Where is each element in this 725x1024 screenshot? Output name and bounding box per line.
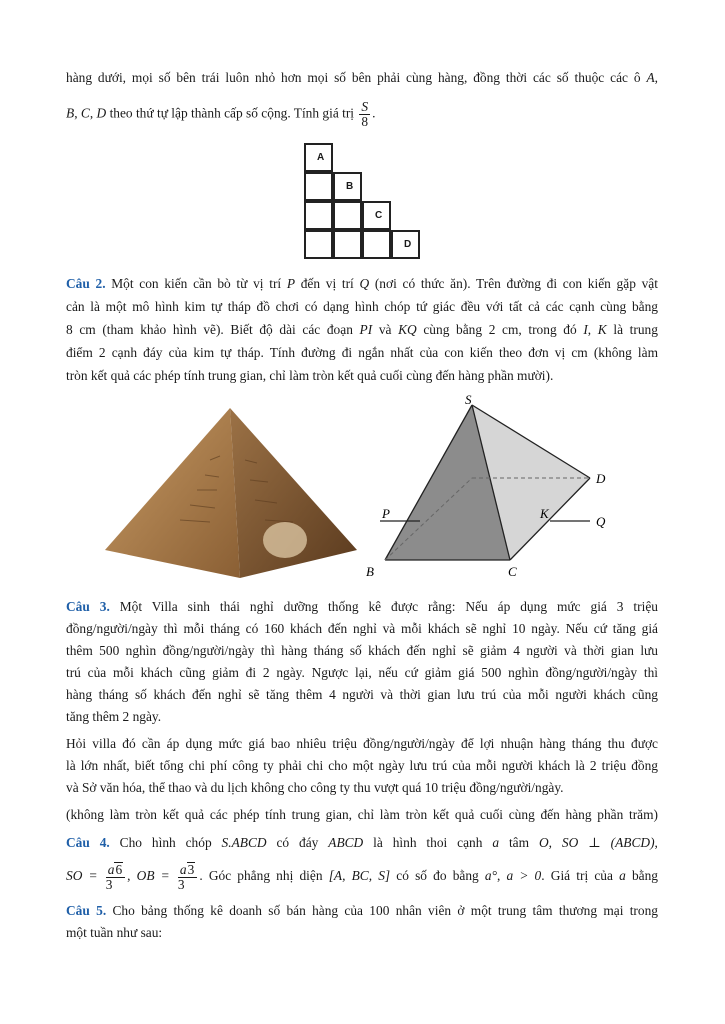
den-3: 3 <box>177 877 185 892</box>
q3-text: thêm 500 nghìn đồng/người/ngày thì hàng tháng số khách đến nghỉ sẽ giảm 4 người và thời gian lưu <box>66 643 658 658</box>
q3-line-4 <box>66 664 658 682</box>
q3-line-5 <box>66 686 658 704</box>
q2-text: cùng bằng 2 cm, trong đó <box>423 322 577 337</box>
comma: , <box>654 70 658 85</box>
q3-line-3 <box>66 642 658 660</box>
q3-para2-line-1 <box>66 735 658 753</box>
question-3-label: Câu 3. <box>66 599 110 614</box>
q2-text: đến vị trí <box>300 276 354 291</box>
q5-line-1 <box>66 902 658 920</box>
question-5-label: Câu 5. <box>66 903 107 918</box>
q4-text: là hình thoi cạnh <box>373 835 483 850</box>
cell-label-c: C <box>375 210 383 221</box>
q4-text: có đáy <box>276 835 319 850</box>
math-kq: KQ <box>398 322 417 337</box>
grid-cell <box>362 230 391 259</box>
q4-text: . Góc phẳng nhị diện <box>199 868 323 884</box>
q2-line-4 <box>66 344 658 362</box>
fraction-ob <box>178 862 197 892</box>
q4-line-1: Câu 4. Cho hình chóp S.ABCD có đáy ABCD là hình thoi cạnh a tâm O, SO ⊥ (ABCD), <box>66 835 658 850</box>
q4-line-2: SO = $\frac{a6}{3}$ , OB = $\frac{a3}{3}$ . Góc phẳng nhị diện [A, BC, S] có số đo bằng a°, a > 0. Giá trị của a bằng <box>66 862 658 892</box>
math-pi: PI <box>359 322 373 337</box>
q3-line-2 <box>66 620 658 638</box>
q2-line-2 <box>66 298 658 316</box>
intro-line-1 <box>66 69 658 87</box>
pyramid-photo <box>105 400 360 580</box>
q5-text: Cho bảng thống kê doanh số bán hàng của 100 nhân viên ở một trung tâm thương mại trong <box>112 903 658 918</box>
intro-line-2: B, C, D theo thứ tự lập thành cấp số cộng. Tính giá trị $\frac{S}{8}$ . <box>66 99 376 129</box>
sqrt-3: 3 <box>187 862 195 877</box>
q2-text: (nơi có thức ăn). Trên đường đi con kiến gặp vật <box>374 276 658 291</box>
q2-line-3: 8 cm (tham khảo hình vẽ). Biết độ dài các đoạn PI và KQ cùng bằng 2 cm, trong đó I, K là trung <box>66 322 658 337</box>
label-q: Q <box>596 514 606 529</box>
q3-line-6 <box>66 708 658 726</box>
q3-text: hàng tháng số khách đến nghỉ sẽ tăng thêm 4 người và thời gian lưu trú của mỗi người khách cũng <box>66 687 658 702</box>
math-a-var: a <box>619 868 626 884</box>
label-s: S <box>465 392 472 407</box>
grid-cell <box>391 230 420 259</box>
q4-text: . Giá trị của <box>541 868 613 884</box>
q3-text: trú của mỗi khách cũng giảm đi 2 ngày. Ngược lại, nếu cứ giảm giá 500 nghìn đồng/người/ngày thì <box>66 665 658 680</box>
grid-cell <box>362 201 391 230</box>
question-4-label: Câu 4. <box>66 835 110 850</box>
q3-text: Một Villa sinh thái nghỉ dưỡng thống kê được rằng: Nếu áp dụng mức giá 3 triệu <box>119 599 658 614</box>
math-b: B <box>66 105 75 121</box>
fraction-s-8 <box>359 100 370 129</box>
period: . <box>372 105 376 121</box>
math-sabcd: S.ABCD <box>221 835 267 850</box>
q3-text: tăng thêm 2 ngày. <box>66 709 162 724</box>
math-a-var: a <box>492 835 500 850</box>
q5-line-2 <box>66 924 658 942</box>
label-b: B <box>366 564 374 579</box>
grid-cell <box>304 230 333 259</box>
intro-text-2: theo thứ tự lập thành cấp số cộng. Tính giá trị <box>109 105 355 121</box>
frac-den: 8 <box>361 114 369 129</box>
label-p: P <box>382 506 390 521</box>
q3-text: (không làm tròn kết quả các phép tính trung gian, chỉ làm tròn kết quả cuối cùng đến hàng phần trăm) <box>66 807 658 822</box>
math-k: K <box>597 322 607 337</box>
q3-para2-line-3 <box>66 779 658 797</box>
grid-cell <box>304 172 333 201</box>
grid-cell <box>333 172 362 201</box>
label-d: D <box>596 471 606 486</box>
frac-num: S <box>361 99 369 114</box>
cell-label-b: B <box>346 181 354 192</box>
q2-text: điểm 2 cạnh đáy của kim tự tháp. Tính đường đi ngắn nhất của con kiến theo đơn vị cm (không làm <box>66 345 658 360</box>
math-p: P <box>286 276 296 291</box>
math-degree: a° <box>484 868 497 884</box>
math-d: D <box>96 105 107 121</box>
cell-label-a: A <box>317 152 325 163</box>
q3-note <box>66 806 658 824</box>
question-2-label: Câu 2. <box>66 276 106 291</box>
q2-text: và <box>378 322 392 337</box>
q2-text: là trung <box>613 322 658 337</box>
math-condition-2: a > 0 <box>506 868 542 884</box>
num-a: a <box>179 862 187 877</box>
grid-cell <box>333 201 362 230</box>
intro-text-1: hàng dưới, mọi số bên trái luôn nhỏ hơn mọi số bên phải cùng hàng, đồng thời các số thuộc các ô <box>66 70 641 85</box>
den-3: 3 <box>105 877 113 892</box>
q4-text: Cho hình chóp <box>119 835 212 850</box>
math-condition: SO ⊥ (ABCD) <box>561 835 655 850</box>
math-abcd: ABCD <box>328 835 364 850</box>
grid-cell <box>304 143 333 172</box>
q3-text: Hỏi villa đó cần áp dụng mức giá bao nhiêu triệu đồng/người/ngày để lợi nhuận hàng tháng thu được <box>66 736 658 751</box>
q3-line-1 <box>66 598 658 616</box>
q2-text: Một con kiến cần bò từ vị trí <box>111 276 282 291</box>
q4-text: có số đo bằng <box>396 868 479 884</box>
q2-text: tròn kết quả các phép tính trung gian, chỉ làm tròn kết quả cuối cùng đến hàng phần mười). <box>66 368 554 383</box>
math-dihedral: [A, BC, S] <box>328 868 391 884</box>
q3-text: và Sở văn hóa, thể thao và du lịch không cho công ty thu vượt quá 10 triệu đồng/người/ngày. <box>66 780 564 795</box>
q2-line-5 <box>66 367 658 385</box>
pyramid-diagram <box>360 390 620 585</box>
q4-text: tâm <box>508 835 530 850</box>
cell-label-d: D <box>404 239 412 250</box>
q2-text: 8 cm (tham khảo hình vẽ). Biết độ dài các đoạn <box>66 322 353 337</box>
fraction-so <box>106 862 125 892</box>
math-a: A <box>646 70 655 85</box>
math-q: Q <box>359 276 370 291</box>
num-a: a <box>107 862 115 877</box>
q4-text: bằng <box>631 868 658 884</box>
math-ob: OB = <box>136 868 170 884</box>
math-o: O <box>538 835 549 850</box>
grid-cell <box>333 230 362 259</box>
label-c: C <box>508 564 517 579</box>
math-so: SO = <box>66 868 98 884</box>
q2-text: cản là một mô hình kim tự tháp đồ chơi có dạng hình chóp tứ giác đều với tất cả các cạnh cùng bằng <box>66 299 658 314</box>
q3-text: là lớn nhất, biết tổng chi phí công ty phải chi cho một ngày lưu trú của mỗi người khách là 2 triệu đồng <box>66 758 658 773</box>
math-i: I <box>583 322 588 337</box>
sqrt-6: 6 <box>115 862 123 877</box>
q5-text: một tuần như sau: <box>66 925 163 940</box>
q2-line-1 <box>66 275 658 293</box>
q3-para2-line-2 <box>66 757 658 775</box>
label-k: K <box>540 506 549 521</box>
grid-cell <box>304 201 333 230</box>
math-c: C <box>80 105 90 121</box>
q3-text: đồng/người/ngày thì mỗi tháng có 160 khách đến nghỉ và mỗi khách sẽ nghỉ 10 ngày. Nếu cứ tăng giá <box>66 621 658 636</box>
